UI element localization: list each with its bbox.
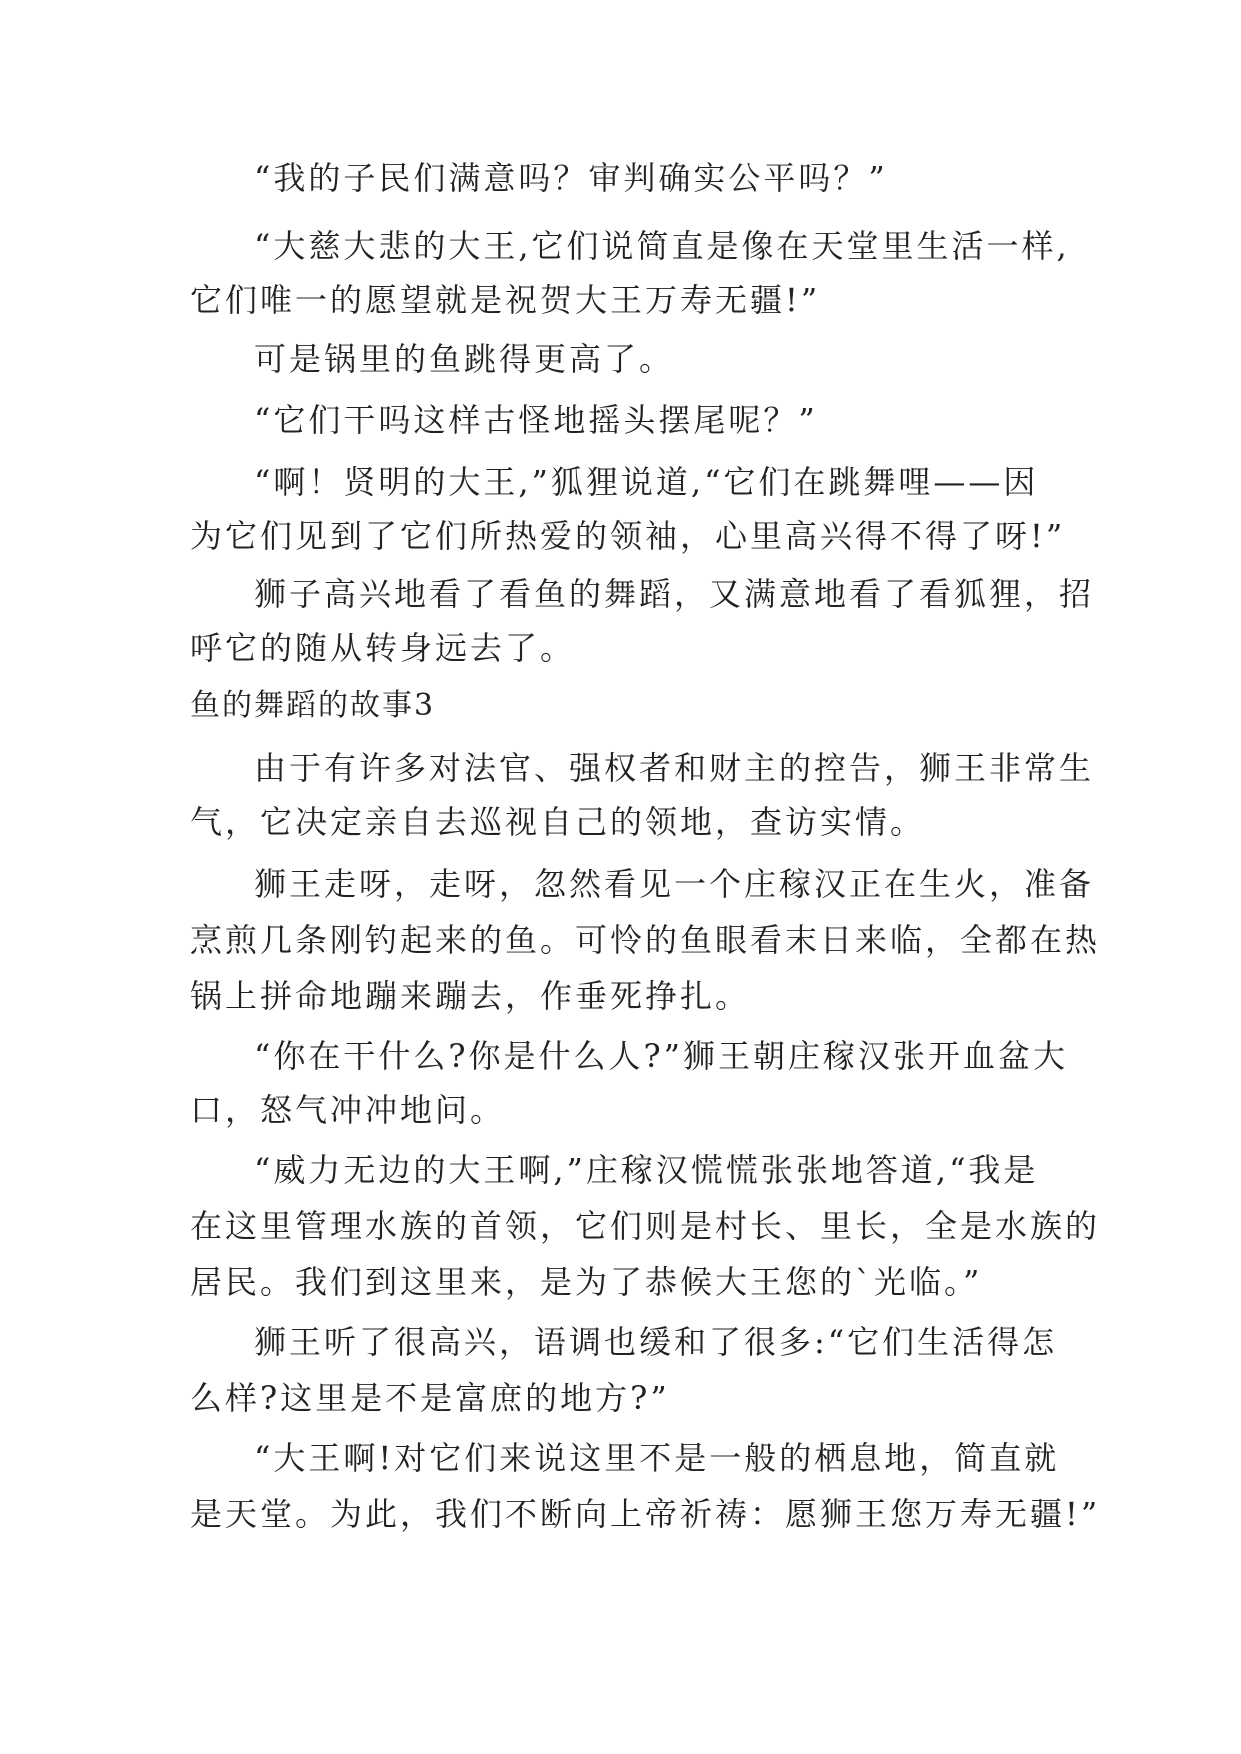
text-line: 它们唯一的愿望就是祝贺大王万寿无疆!” — [190, 281, 821, 319]
text-line: 是天堂。为此，我们不断向上帝祈祷：愿狮王您万寿无疆!” — [190, 1495, 1101, 1533]
text-line: 口，怒气冲冲地问。 — [190, 1091, 506, 1129]
text-line: 狮子高兴地看了看鱼的舞蹈，又满意地看了看狐狸，招 — [254, 575, 1095, 613]
text-line: 气，它决定亲自去巡视自己的领地，查访实情。 — [190, 803, 926, 841]
text-line: 锅上拼命地蹦来蹦去，作垂死挣扎。 — [190, 977, 751, 1015]
text-line: 么样?这里是不是富庶的地方?” — [190, 1379, 670, 1417]
text-line: 在这里管理水族的首领，它们则是村长、里长，全是水族的 — [190, 1207, 1101, 1245]
text-line: 烹煎几条刚钓起来的鱼。可怜的鱼眼看末日来临，全都在热 — [190, 921, 1101, 959]
text-line: “我的子民们满意吗？审判确实公平吗？” — [254, 159, 888, 197]
text-line: 狮王听了很高兴，语调也缓和了很多:“它们生活得怎 — [254, 1323, 1058, 1361]
text-line: “大王啊!对它们来说这里不是一般的栖息地，简直就 — [254, 1439, 1060, 1477]
text-line: 为它们见到了它们所热爱的领袖，心里高兴得不得了呀!” — [190, 517, 1066, 555]
text-line: “大慈大悲的大王,它们说简直是像在天堂里生活一样, — [254, 227, 1070, 265]
text-line: 狮王走呀，走呀，忽然看见一个庄稼汉正在生火，准备 — [254, 865, 1095, 903]
text-line: “威力无边的大王啊,”庄稼汉慌慌张张地答道,“我是 — [254, 1151, 1039, 1189]
section-heading: 鱼的舞蹈的故事3 — [190, 688, 436, 723]
text-line: 居民。我们到这里来，是为了恭候大王您的`光临。” — [190, 1263, 983, 1301]
text-line: “啊！贤明的大王,”狐狸说道,“它们在跳舞哩——因 — [254, 463, 1039, 501]
text-line: 呼它的随从转身远去了。 — [190, 629, 576, 667]
text-line: 由于有许多对法官、强权者和财主的控告，狮王非常生 — [254, 749, 1095, 787]
text-line: 可是锅里的鱼跳得更高了。 — [254, 340, 675, 378]
text-line: “你在干什么?你是什么人?”狮王朝庄稼汉张开血盆大 — [254, 1037, 1069, 1075]
text-line: “它们干吗这样古怪地摇头摆尾呢？” — [254, 401, 818, 439]
